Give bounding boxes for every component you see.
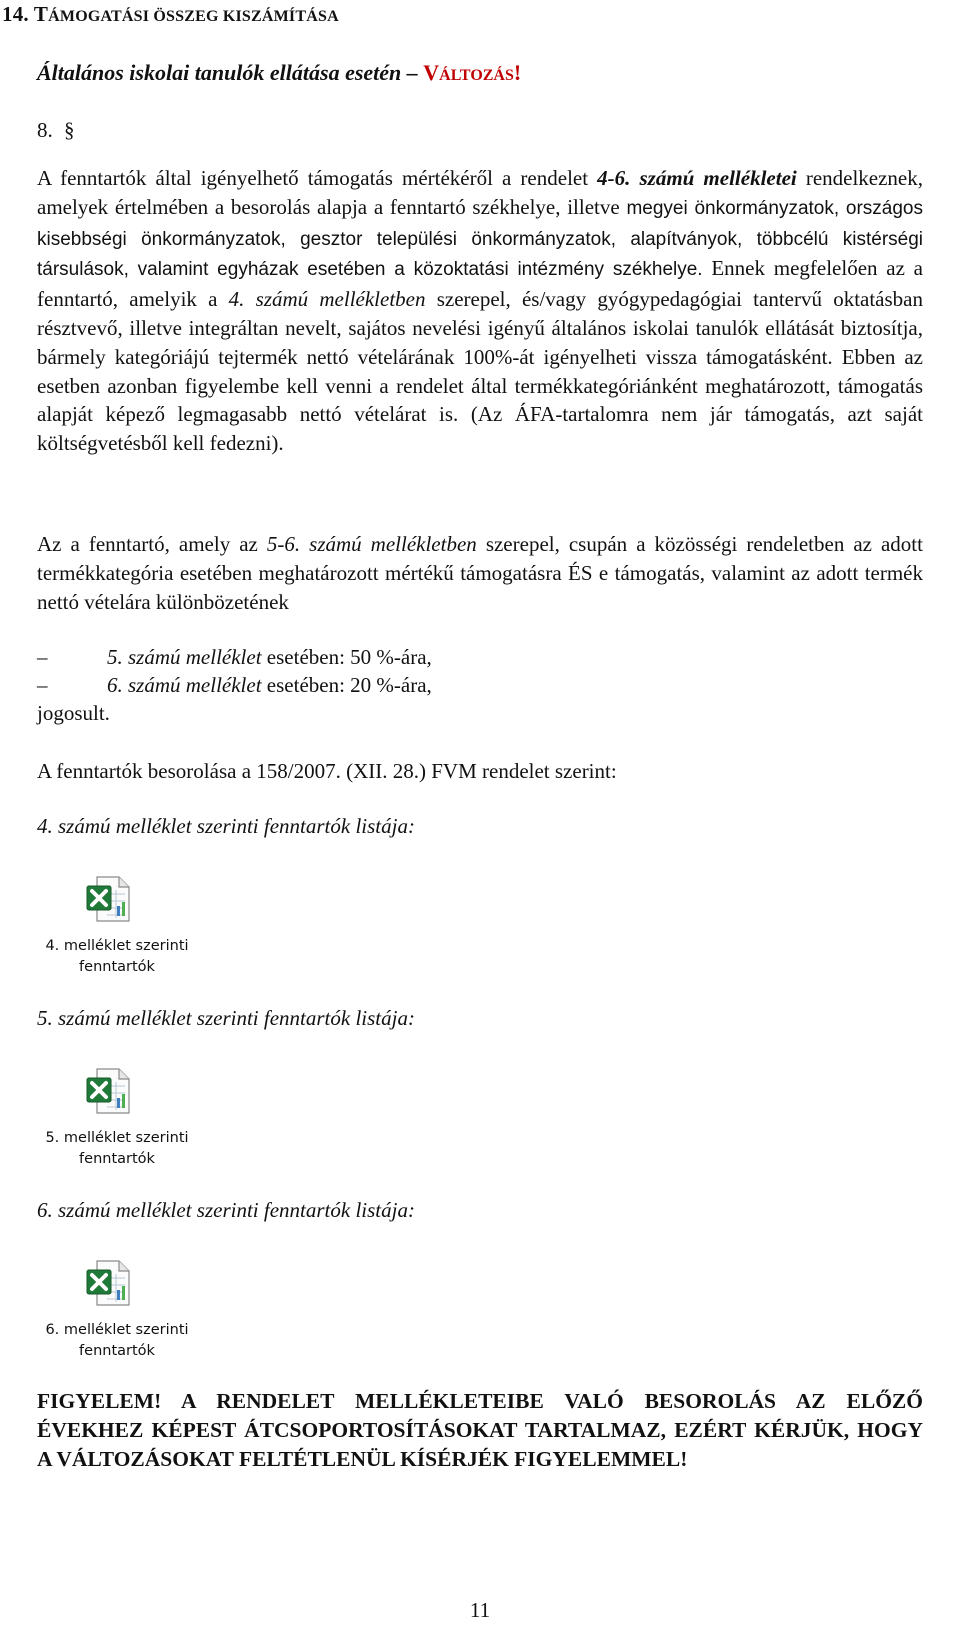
change-notice: VÁLTOZÁS! [423, 60, 522, 85]
section-subtitle: Általános iskolai tanulók ellátása esetén – VÁLTOZÁS! [37, 60, 522, 85]
list-item: – 5. számú melléklet esetében: 50 %-ára, [37, 645, 432, 669]
list-title-4: 4. számú melléklet szerinti fenntartók listája: [37, 814, 415, 838]
attachment-caption: 6. melléklet szerinti fenntartók [45, 1322, 189, 1359]
attachment-caption: 5. melléklet szerinti fenntartók [45, 1130, 189, 1167]
paragraph-number: 8. [37, 118, 53, 142]
section-heading: 14. TÁMOGATÁSI ÖSSZEG KISZÁMÍTÁSA [2, 2, 339, 26]
paragraph-symbol: § [64, 118, 75, 142]
list-title-6: 6. számú melléklet szerinti fenntartók listája: [37, 1198, 415, 1222]
list-title-5: 5. számú melléklet szerinti fenntartók listája: [37, 1006, 415, 1030]
warning-notice: FIGYELEM! A RENDELET MELLÉKLETEIBE VALÓ BESOROLÁS AZ ELŐZŐ ÉVEKHEZ KÉPEST ÁTCSOPORTOSÍTÁSOKAT TARTALMAZ, EZÉRT KÉRJÜK, HOGY A VÁLTOZÁSOKAT FELTÉTLENÜL KÍSÉRJÉK FIGYELEMMEL! [37, 1389, 923, 1471]
paragraph-support-rules: A fenntartók által igényelhető támogatás mértékéről a rendelet 4-6. számú mellékletei rendelkeznek, amelyek értelmében a besorolás alapja a fenntartó székhelye, illetve megyei önkormányzatok, országos kisebbségi önkormányzatok, gesztor települési önkormányzatok, alapítványok, többcélú kistérségi társulások, valamint egyházak esetében a közoktatási intézmény székhelye. Ennek megfelelően az a fenntartó, amelyik a 4. számú mellékletben szerepel, és/vagy gyógypedagógiai tantervű oktatásban résztvevő, illetve integráltan nevelt, sajátos nevelési igényű általános iskolai tanulók ellátását biztosítja, bármely kategóriájú tejtermék nettó vételárának 100%-át igényelheti vissza támogatásként. Ebben az esetben azonban figyelembe kell venni a rendelet által termékkategóriánként meghatározott, támogatás alapját képező legmagasabb nettó vételárat is. (Az ÁFA-tartalomra nem jár támogatás, azt saját költségvetésből kell fedezni). [37, 166, 924, 456]
attachment-caption: 4. melléklet szerinti fenntartók [45, 938, 189, 975]
page-number: 11 [469, 1598, 491, 1622]
excel-file-icon [83, 1258, 133, 1308]
list-item: – 6. számú melléklet esetében: 20 %-ára, [37, 673, 432, 697]
paragraph-end: jogosult. [37, 701, 110, 725]
excel-file-icon [83, 874, 133, 924]
paragraph-partial-support: Az a fenntartó, amely az 5-6. számú mellékletben szerepel, csupán a közösségi rendeletben az adott termékkategória esetében meghatározott mértékű támogatásra ÉS e támogatás, valamint az adott termék nettó vételára különbözetének [37, 532, 923, 614]
excel-file-icon [83, 1066, 133, 1116]
classification-note: A fenntartók besorolása a 158/2007. (XII. 28.) FVM rendelet szerint: [37, 759, 617, 783]
